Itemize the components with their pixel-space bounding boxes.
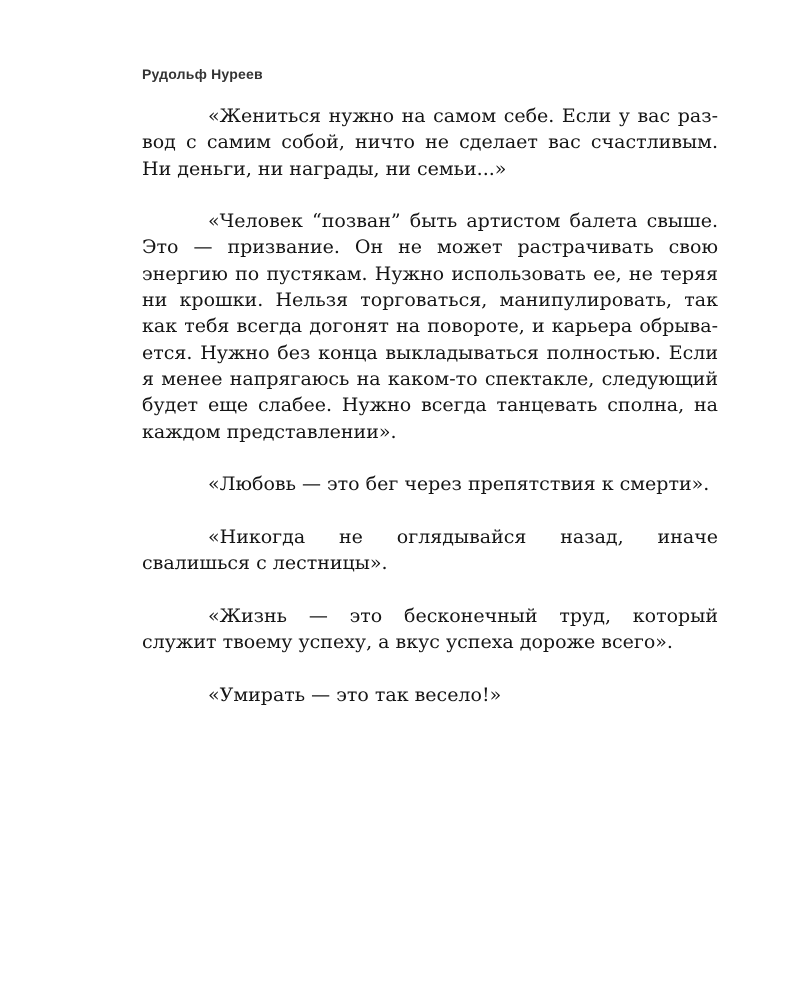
quote-paragraph: «Никогда не оглядывайся назад, иначе свалишься с лестницы». <box>142 525 718 575</box>
quote-paragraph: «Жизнь — это бесконечный труд, который служит твоему успеху, а вкус успеха дороже всего». <box>142 604 718 653</box>
quote-paragraph: «Жениться нужно на самом себе. Если у вас развод с самим собой, ничто не сделает вас счастливым. Ни деньги, ни награды, ни семьи...» <box>142 105 718 180</box>
quotes-block <box>142 103 718 708</box>
quote-paragraph: «Любовь — это бег через препятствия к смерти». <box>208 473 710 496</box>
quote-paragraph: «Умирать — это так весело!» <box>208 683 502 706</box>
running-head-author: Рудольф Нуреев <box>142 66 263 82</box>
quote-paragraph: «Человек “позван” быть артистом балета свыше. Это — призвание. Он не может растрачивать свою энергию по пустякам. Нужно использовать ее, не теряя ни крошки. Нельзя торговаться, манипулировать, так как тебя всегда догонят на повороте, и карьера обрывается. Нужно без конца выкладываться полностью. Если я менее напрягаюсь на каком-то спектакле, следующий будет еще слабее. Нужно всегда танцевать сполна, на каждом представлении». <box>142 210 718 443</box>
